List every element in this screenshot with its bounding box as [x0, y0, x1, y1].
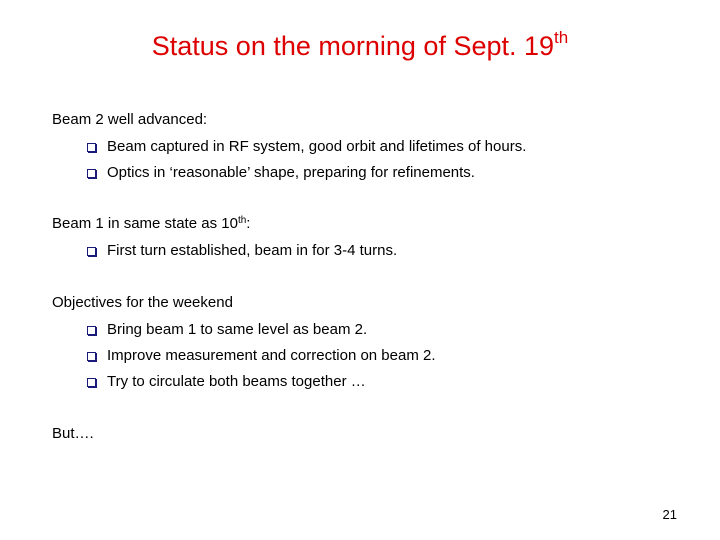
bullet-text: Bring beam 1 to same level as beam 2. — [107, 321, 368, 338]
square-bullet-icon — [87, 143, 96, 152]
square-bullet-icon — [87, 352, 96, 361]
square-bullet-icon — [87, 326, 96, 335]
square-bullet-icon — [87, 169, 96, 178]
bullet-text: First turn established, beam in for 3-4 turns. — [107, 242, 398, 259]
square-bullet-icon — [87, 247, 96, 256]
section-heading-objectives: Objectives for the weekend — [52, 294, 233, 311]
section-heading-colon: : — [246, 215, 251, 232]
slide-title-superscript: th — [554, 28, 569, 47]
bullet-text: Improve measurement and correction on beam 2. — [107, 347, 436, 364]
bullet-text: Optics in ‘reasonable’ shape, preparing for refinements. — [107, 164, 475, 181]
section-heading-superscript: th — [237, 215, 247, 226]
section-heading-beam1 — [52, 214, 250, 236]
page-number: 21 — [662, 507, 677, 522]
slide-title — [0, 28, 720, 68]
slide-title-text: Status on the morning of Sept. 19 — [151, 31, 555, 61]
section-heading-text: Beam 1 in same state as 10 — [52, 215, 238, 232]
section-heading-beam2: Beam 2 well advanced: — [52, 111, 208, 128]
square-bullet-icon — [87, 378, 96, 387]
bullet-text: Beam captured in RF system, good orbit and lifetimes of hours. — [107, 138, 527, 155]
closing-text: But…. — [52, 425, 94, 442]
bullet-text: Try to circulate both beams together … — [107, 373, 366, 390]
